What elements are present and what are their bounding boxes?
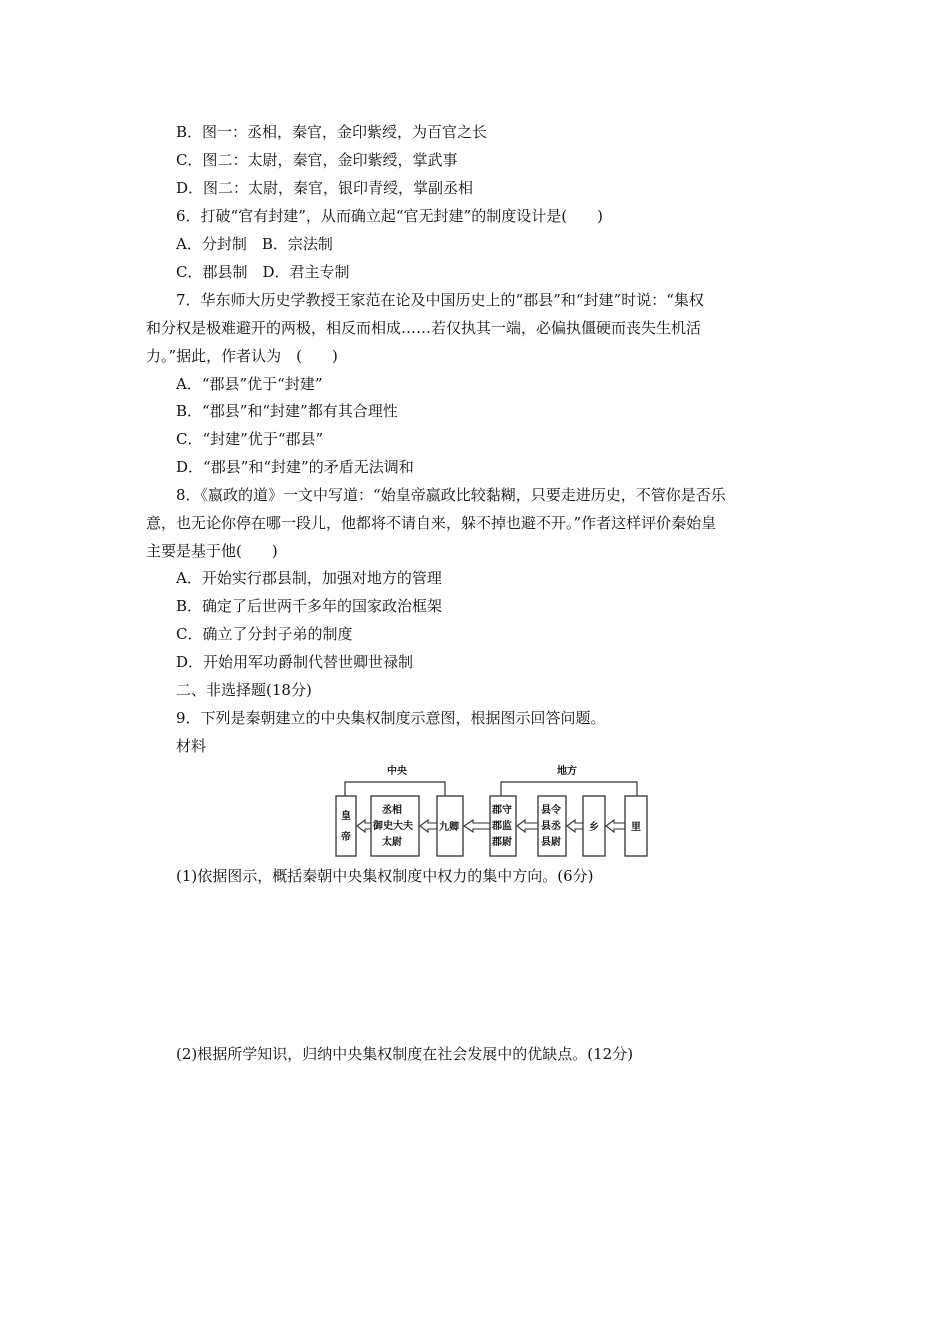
q8-option-d: D．开始用军功爵制代替世卿世禄制	[176, 653, 414, 671]
q7-option-c: C．“封建”优于“郡县”	[176, 430, 324, 448]
group-local-label: 地方	[557, 766, 577, 777]
commandery-supervisor: 郡监	[492, 821, 512, 832]
arrow-to-xiang	[606, 820, 625, 832]
xiang-label: 乡	[589, 822, 599, 833]
qin-centralization-diagram	[335, 758, 650, 862]
q7-option-a: A．“郡县”优于“封建”	[176, 375, 323, 393]
local-bracket	[501, 782, 637, 796]
q8-option-a: A．开始实行郡县制，加强对地方的管理	[176, 569, 442, 587]
li-label: 里	[631, 822, 641, 833]
q9-subquestion-1: (1)依据图示，概括秦朝中央集权制度中权力的集中方向。(6分)	[176, 867, 594, 885]
q7-stem-line-2: 和分权是极难避开的两极，相反而相成……若仅执其一端，必偏执僵硬而丧失生机活	[146, 319, 702, 337]
q6-options-ab: A．分封制 B．宗法制	[176, 235, 333, 253]
central-bracket	[345, 782, 445, 796]
q9-stem: 9．下列是秦朝建立的中央集权制度示意图，根据图示回答问题。	[176, 709, 606, 727]
q5-option-b: B．图一：丞相，秦官，金印紫绶，为百官之长	[176, 123, 488, 141]
q8-option-c: C．确立了分封子弟的制度	[176, 625, 353, 643]
q5-option-c: C．图二：太尉，秦官，金印紫绶，掌武事	[176, 151, 458, 169]
arrow-to-jiuqing	[464, 820, 490, 832]
arrow-to-county	[567, 820, 583, 832]
q9-subquestion-2: (2)根据所学知识，归纳中央集权制度在社会发展中的优缺点。(12分)	[176, 1045, 634, 1063]
commandery-commandant: 郡尉	[492, 837, 512, 848]
q5-option-d: D．图二：太尉，秦官，银印青绶，掌副丞相	[176, 179, 474, 197]
county-assistant: 县丞	[541, 821, 561, 832]
minister-chancellor: 丞相	[382, 805, 402, 816]
q7-stem-line-1: 7．华东师大历史学教授王家范在论及中国历史上的“郡县”和“封建”时说：“集权	[176, 291, 704, 309]
emperor-label-1: 皇	[341, 811, 351, 822]
arrow-to-ministers	[420, 820, 437, 832]
q6-options-cd: C．郡县制 D．君主专制	[176, 263, 350, 281]
q8-stem-line-3: 主要是基于他( )	[146, 542, 278, 560]
arrow-to-commandery	[517, 820, 538, 832]
q8-option-b: B．确定了后世两千多年的国家政治框架	[176, 597, 443, 615]
group-central-label: 中央	[387, 766, 407, 777]
jiuqing-label: 九卿	[439, 822, 459, 833]
section-2-title: 二、非选择题(18分)	[176, 681, 312, 699]
arrow-to-emperor	[357, 820, 371, 832]
minister-taiwei: 太尉	[382, 837, 402, 848]
commandery-governor: 郡守	[492, 805, 512, 816]
minister-censor: 御史大夫	[373, 821, 413, 832]
q8-stem-line-1: 8．《嬴政的道》一文中写道：“始皇帝嬴政比较黏糊，只要走进历史，不管你是否乐	[176, 486, 726, 504]
county-magistrate: 县令	[541, 805, 561, 816]
q8-stem-line-2: 意，也无论你停在哪一段儿，他都将不请自来，躲不掉也避不开。”作者这样评价秦始皇	[146, 514, 717, 532]
q7-option-b: B．“郡县”和“封建”都有其合理性	[176, 402, 398, 420]
q9-material-label: 材料	[176, 737, 207, 755]
emperor-label-2: 帝	[341, 832, 351, 843]
q7-stem-line-3: 力。”据此，作者认为 ( )	[146, 347, 338, 365]
county-commandant: 县尉	[541, 837, 561, 848]
q7-option-d: D．“郡县”和“封建”的矛盾无法调和	[176, 458, 414, 476]
q6-stem: 6．打破“官有封建”，从而确立起“官无封建”的制度设计是( )	[176, 207, 603, 225]
emperor-box	[336, 796, 356, 856]
